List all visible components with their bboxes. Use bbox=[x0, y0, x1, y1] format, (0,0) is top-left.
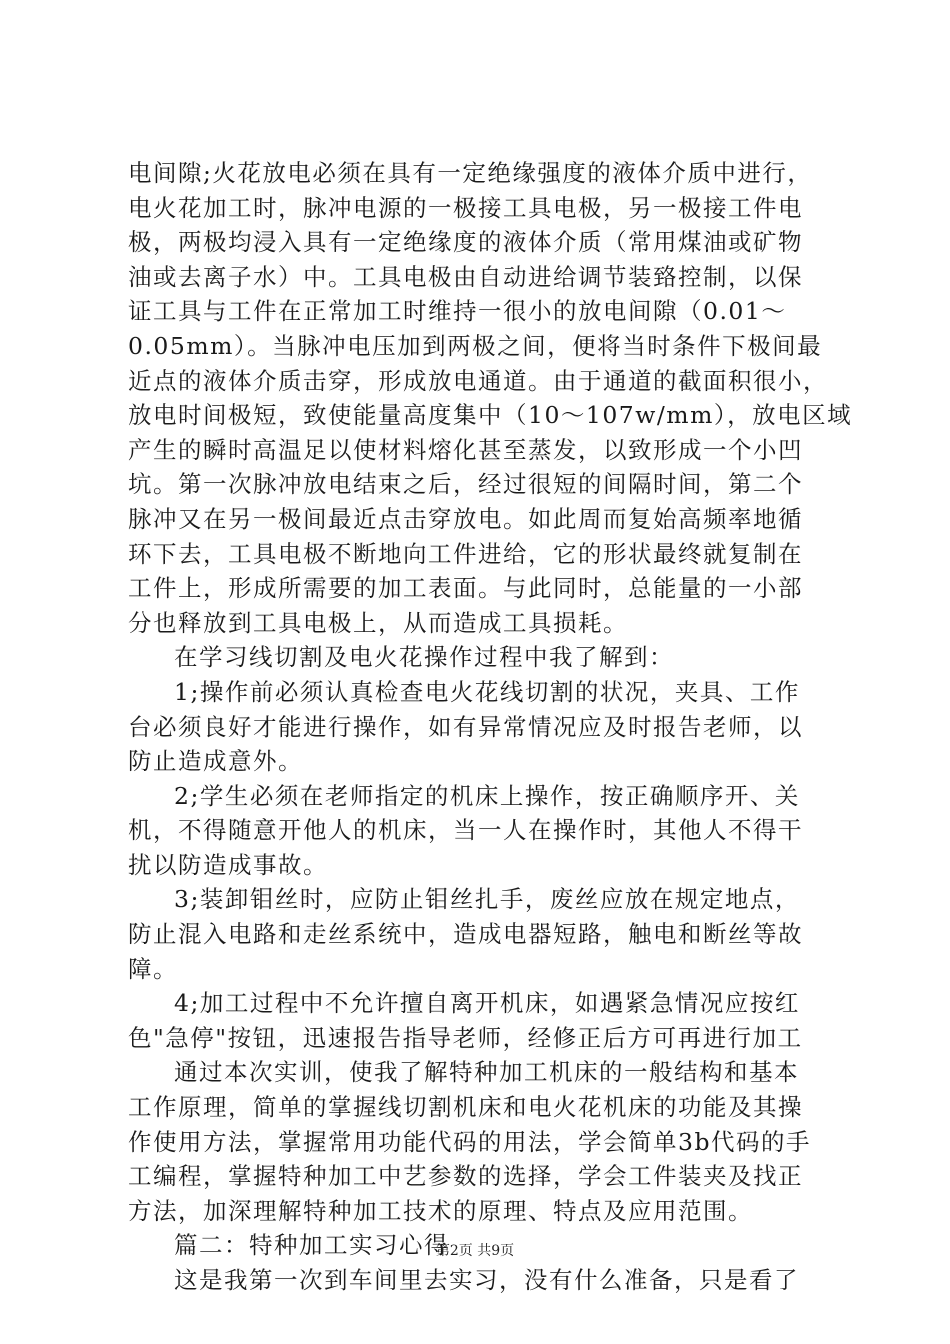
text-line: 坑。第一次脉冲放电结束之后，经过很短的间隔时间，第二个 bbox=[128, 470, 803, 499]
text-line: 障。 bbox=[128, 954, 178, 983]
text-line: 工作原理，简单的掌握线切割机床和电火花机床的功能及其操 bbox=[128, 1093, 803, 1122]
text-line: 台必须良好才能进行操作，如有异常情况应及时报告老师，以 bbox=[128, 712, 803, 741]
text-line: 工件上，形成所需要的加工表面。与此同时，总能量的一小部 bbox=[128, 574, 803, 603]
text-line: 产生的瞬时高温足以使材料熔化甚至蒸发，以致形成一个小凹 bbox=[128, 435, 803, 464]
text-line: 近点的液体介质击穿，形成放电通道。由于通道的截面积很小， bbox=[128, 366, 828, 395]
text-line: 1;操作前必须认真检查电火花线切割的状况，夹具、工作 bbox=[174, 677, 800, 706]
text-line: 这是我第一次到车间里去实习，没有什么准备，只是看了 bbox=[174, 1266, 799, 1294]
text-line: 通过本次实训，使我了解特种加工机床的一般结构和基本 bbox=[174, 1058, 799, 1087]
page-number-footer: 第2页 共9页 bbox=[435, 1243, 515, 1259]
text-line: 篇二：特种加工实习心得 bbox=[174, 1231, 449, 1260]
text-line: 防止造成意外。 bbox=[128, 747, 303, 776]
text-line: 电火花加工时，脉冲电源的一极接工具电极，另一极接工件电 bbox=[128, 193, 803, 222]
text-line: 3;装卸钼丝时，应防止钼丝扎手，废丝应放在规定地点， bbox=[174, 885, 800, 914]
text-line: 放电时间极短，致使能量高度集中（10～107w/mm），放电区域 bbox=[128, 401, 853, 430]
text-line: 证工具与工件在正常加工时维持一很小的放电间隙（0.01～ bbox=[128, 297, 787, 326]
text-line: 极，两极均浸入具有一定绝缘度的液体介质（常用煤油或矿物 bbox=[128, 228, 803, 257]
text-line: 扰以防造成事故。 bbox=[128, 850, 328, 879]
text-line: 方法，加深理解特种加工技术的原理、特点及应用范围。 bbox=[128, 1196, 753, 1225]
text-line: 作使用方法，掌握常用功能代码的用法，学会简单3b代码的手 bbox=[128, 1127, 811, 1156]
text-line: 环下去，工具电极不断地向工件进给，它的形状最终就复制在 bbox=[128, 539, 803, 568]
text-line: 脉冲又在另一极间最近点击穿放电。如此周而复始高频率地循 bbox=[128, 504, 803, 533]
text-line: 色"急停"按钮，迅速报告指导老师，经修正后方可再进行加工 bbox=[128, 1023, 803, 1052]
text-line: 油或去离子水）中。工具电极由自动进给调节装臵控制，以保 bbox=[128, 262, 803, 291]
document-body bbox=[128, 156, 853, 1298]
text-line: 防止混入电路和走丝系统中，造成电器短路，触电和断丝等故 bbox=[128, 920, 803, 949]
text-line: 4;加工过程中不允许擅自离开机床，如遇紧急情况应按红 bbox=[174, 989, 800, 1018]
text-line: 工编程，掌握特种加工中艺参数的选择，学会工件装夹及找正 bbox=[128, 1162, 803, 1191]
text-line: 在学习线切割及电火花操作过程中我了解到： bbox=[174, 643, 674, 672]
text-line: 0.05mm）。当脉冲电压加到两极之间，便将当时条件下极间最 bbox=[128, 331, 823, 360]
text-line: 分也释放到工具电极上，从而造成工具损耗。 bbox=[128, 608, 628, 637]
text-line: 电间隙;火花放电必须在具有一定绝缘强度的液体介质中进行， bbox=[128, 159, 813, 187]
text-line: 2;学生必须在老师指定的机床上操作，按正确顺序开、关 bbox=[174, 781, 800, 810]
text-line: 机，不得随意开他人的机床，当一人在操作时，其他人不得干 bbox=[128, 816, 803, 845]
